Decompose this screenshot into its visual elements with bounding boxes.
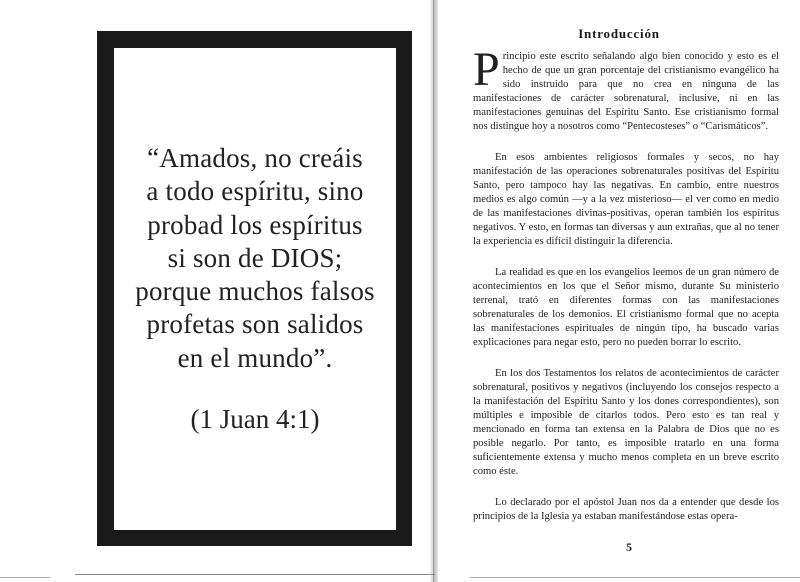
gutter-line (433, 0, 434, 582)
paragraph: Principio este escrito señalando algo bien conocido y esto es el hecho de que un gran porcentaje del cristianismo evangélico ha sido instruido para que no crea en ninguna de las manifestaciones de carácter sobrenatural, inclusive, ni en las manifestaciones genuinas del Espíritu Santo. Ese cristianismo formal nos distingue hoy a nosotros como “Pentecosteses” o “Carismáticos”. (473, 43, 779, 132)
quote-line: a todo espíritu, sino (146, 176, 364, 207)
paragraph: Lo declarado por el apóstol Juan nos da a entender que desde los principios de la Iglesia ya estaban manifestándose estas opera- (473, 497, 779, 522)
scripture-quote (114, 142, 396, 375)
scan-edge-right (470, 577, 800, 578)
quote-line: profetas son salidos (146, 309, 364, 340)
quote-line: porque muchos falsos (135, 276, 375, 307)
book-gutter (430, 0, 438, 582)
scan-edge-left (0, 577, 50, 578)
scripture-reference: (1 Juan 4:1) (190, 404, 320, 434)
page-number: 5 (626, 540, 632, 554)
body-text (473, 43, 779, 541)
quote-line: en el mundo”. (177, 342, 333, 373)
quote-line: si son de DIOS; (167, 242, 343, 273)
drop-cap: P (473, 43, 500, 96)
bottom-rule (75, 574, 435, 575)
quote-line: “Amados, no creáis (147, 143, 363, 173)
chapter-title: Introducción (578, 26, 660, 41)
paragraph: La realidad es que en los evangelios leemos de un gran número de acontecimientos en los que el Señor mismo, durante Su ministerio terrenal, trató en diferentes formas con las manifestaciones sobrenaturales de los demonios. El cristianismo formal que no acepta las manifestaciones espirituales de ningún tipo, ha buscado varias explicaciones para negar esto, pero no pueden borrar lo escrito. (473, 267, 779, 348)
paragraph: En los dos Testamentos los relatos de acontecimientos de carácter sobrenatural, positivos y negativos (incluyendo los consejos respecto a la manifestación del Espíritu Santo y los dones correspondientes), son múltiples e imposible de citarlos todos. Pero esto es tan real y mencionado en forma tan extensa en la Palabra de Dios que no es posible negarlo. Por tanto, es imposible tratarlo en una forma suficientemente extensa y mucho menos completa en un breve escrito como éste. (473, 368, 779, 477)
quote-line: probad los espíritus (147, 209, 363, 240)
paragraph: En esos ambientes religiosos formales y secos, no hay manifestación de las operaciones sobrenaturales positivas del Espíritu Santo, pero tampoco hay las negativas. En cambio, entre nuestros medios es algo común —y a la vez misterioso— el ver como en medio de las manifestaciones divinas-positivas, operan también los espíritus negativos. Y esto, en formas tan diversas y aun extrañas, que al no tener la experiencia es difícil distinguir la diferencia. (473, 152, 779, 247)
